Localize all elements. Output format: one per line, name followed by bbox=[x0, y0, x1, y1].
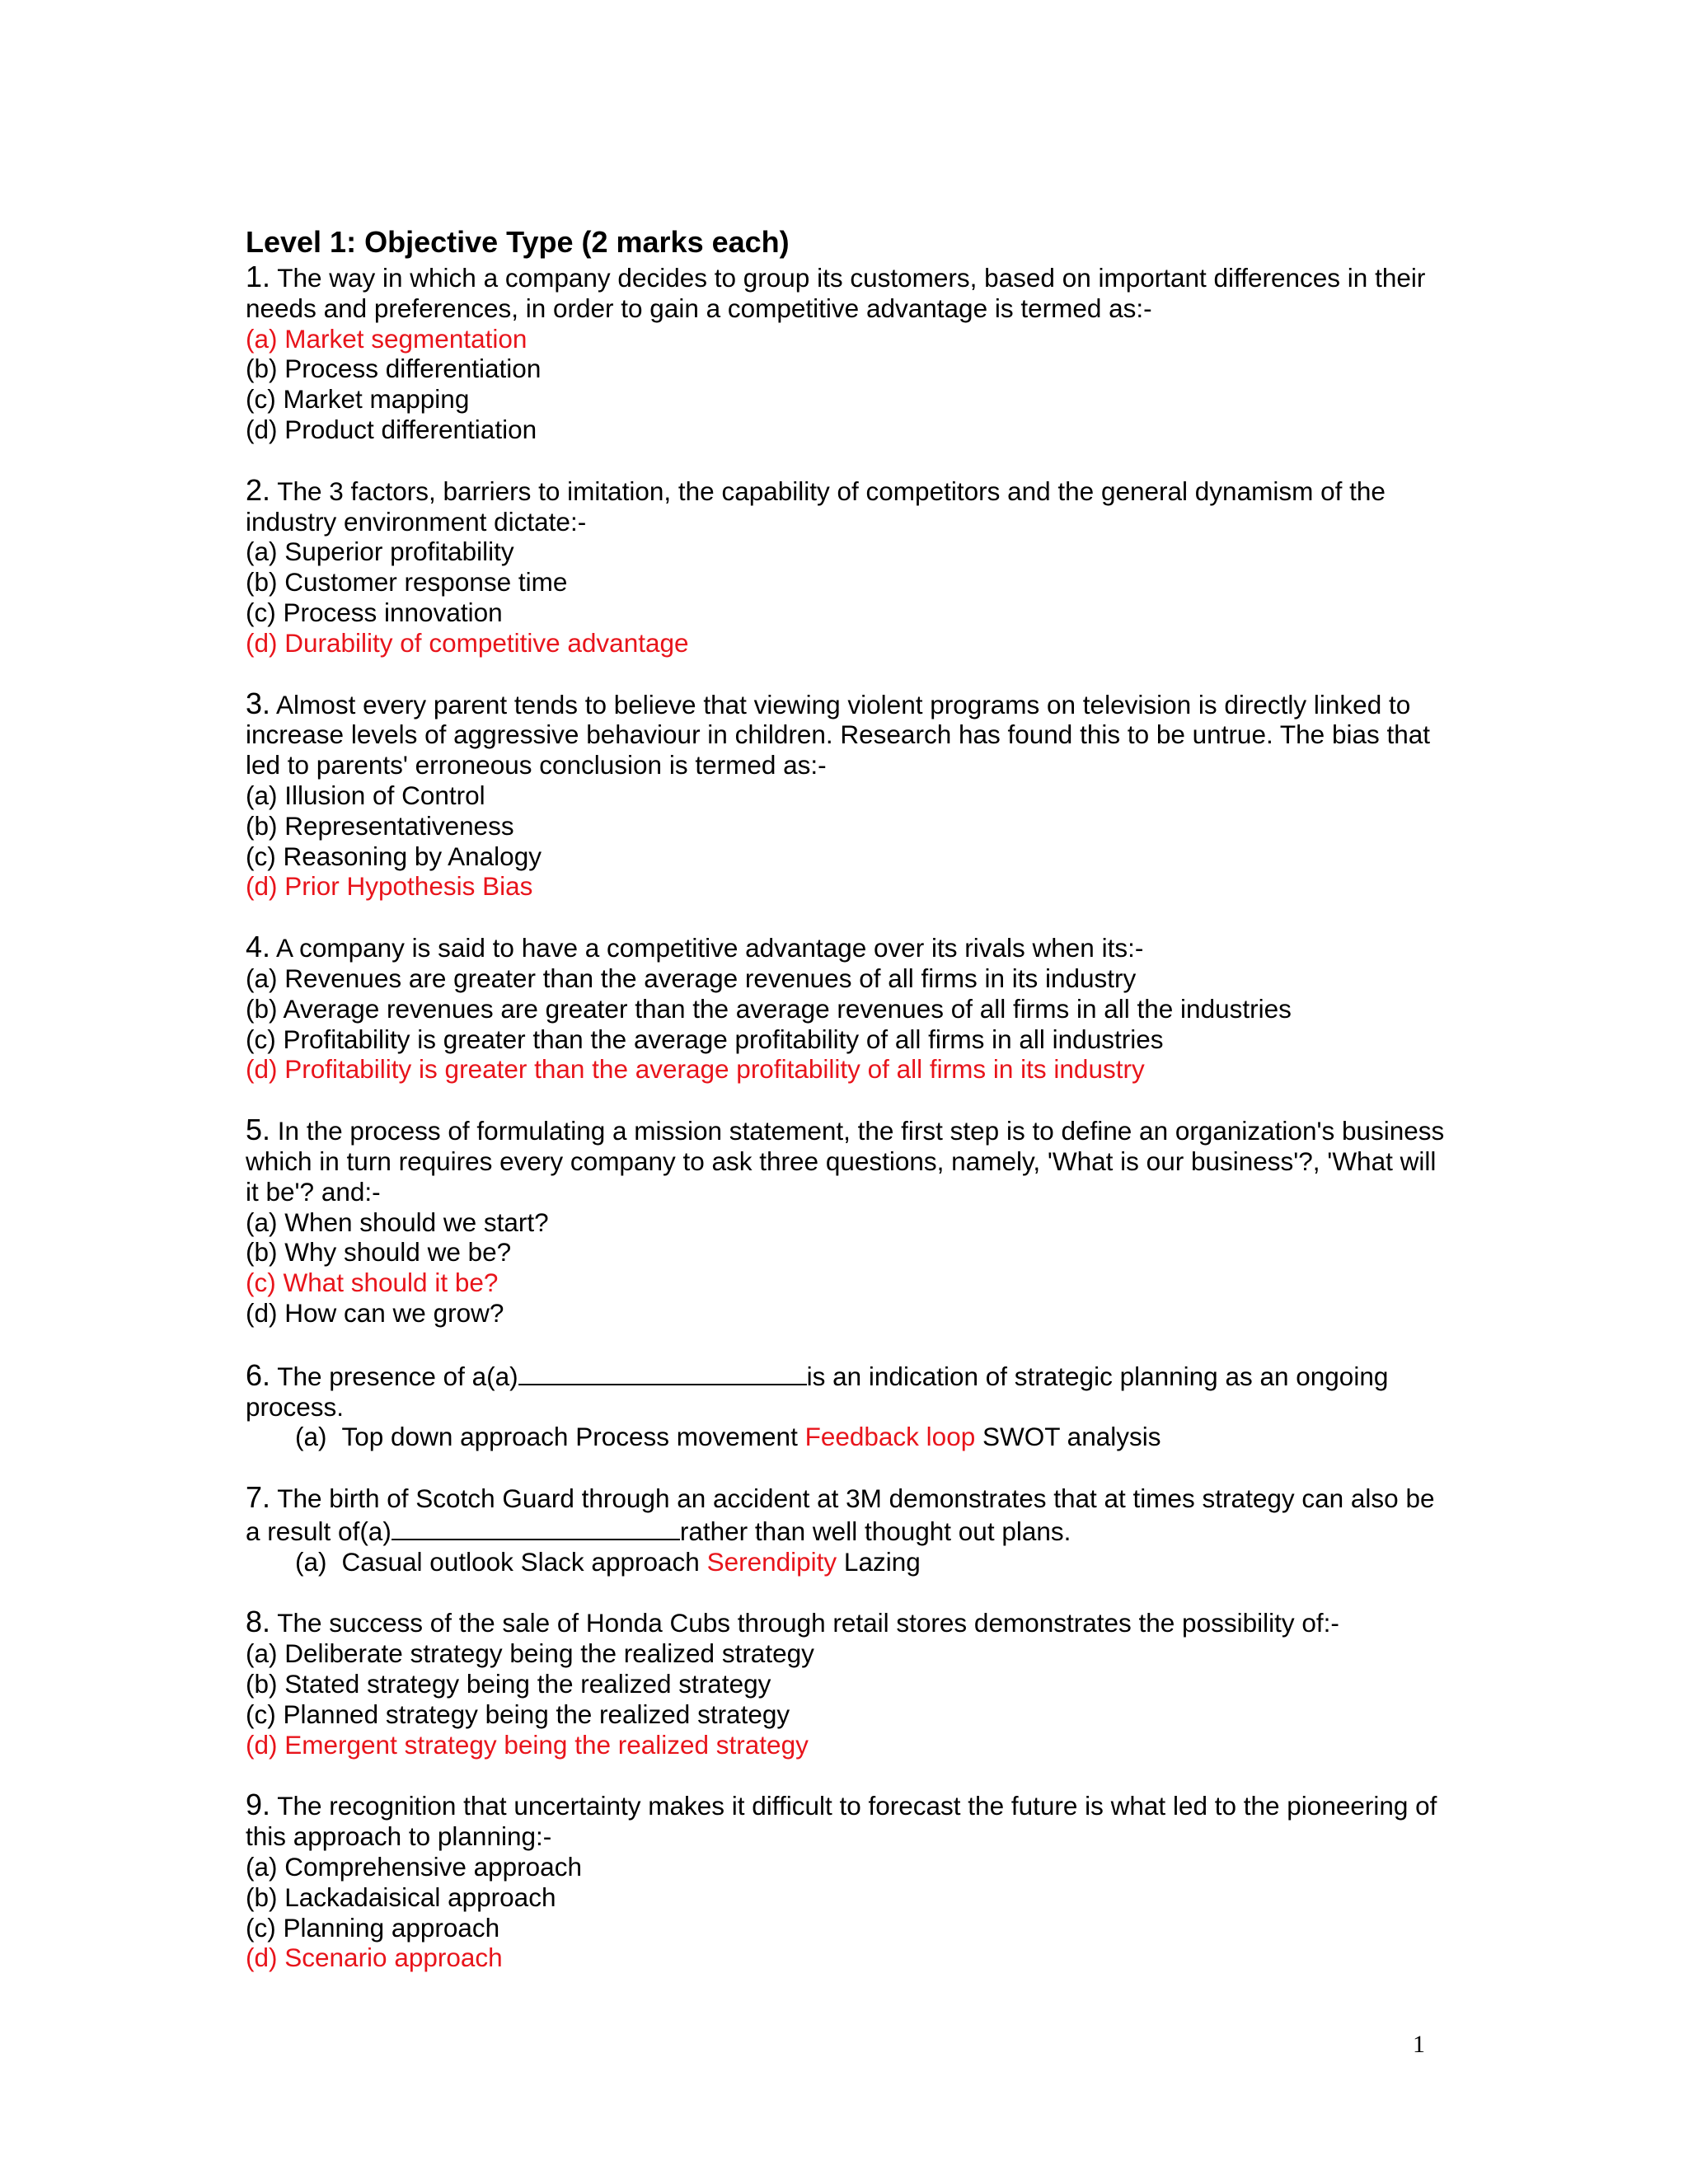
inline-options bbox=[295, 1547, 1449, 1577]
question-number: 3. bbox=[246, 686, 271, 720]
option-1: Casual outlook bbox=[341, 1546, 513, 1577]
inline-options bbox=[295, 1422, 1449, 1452]
question-text: The way in which a company decides to group its customers, based on important differences in their needs and preferences, in order to gain a competitive advantage is termed as:- bbox=[246, 263, 1426, 323]
question-text: In the process of formulating a mission statement, the first step is to define an organization's business which in turn requires every company to ask three questions, namely, 'What is our business'?, 'What will it be'? and:- bbox=[246, 1116, 1445, 1207]
option-a: (a) Illusion of Control bbox=[246, 780, 485, 810]
question-stem bbox=[246, 1115, 1449, 1207]
question-stem bbox=[246, 932, 1449, 963]
question-text: The success of the sale of Honda Cubs through retail stores demonstrates the possibility of:- bbox=[277, 1608, 1339, 1638]
option-d: (d) Emergent strategy being the realized strategy bbox=[246, 1729, 809, 1760]
option-d: (d) Product differentiation bbox=[246, 414, 537, 444]
question-text-before-blank: The presence of a(a) bbox=[277, 1361, 518, 1391]
question-5 bbox=[246, 1115, 1449, 1329]
option-2: Process movement bbox=[575, 1422, 798, 1452]
option-d: (d) Profitability is greater than the average profitability of all firms in its industry bbox=[246, 1054, 1145, 1085]
option-b: (b) Process differentiation bbox=[246, 354, 542, 384]
option-b: (b) Customer response time bbox=[246, 567, 568, 598]
question-4 bbox=[246, 932, 1449, 1085]
option-1: Top down approach bbox=[341, 1422, 569, 1452]
option-a: (a) Market segmentation bbox=[246, 323, 528, 354]
option-b: (b) Lackadaisical approach bbox=[246, 1882, 556, 1912]
option-d: (d) Scenario approach bbox=[246, 1943, 503, 1973]
option-label: (a) bbox=[295, 1546, 327, 1577]
question-text: The recognition that uncertainty makes it difficult to forecast the future is what led to the pioneering of this approach to planning:- bbox=[246, 1791, 1437, 1852]
option-d: (d) How can we grow? bbox=[246, 1297, 504, 1328]
question-stem bbox=[246, 1607, 1449, 1638]
question-number: 9. bbox=[246, 1788, 271, 1822]
section-heading: Level 1: Objective Type (2 marks each) bbox=[246, 225, 790, 259]
question-number: 4. bbox=[246, 930, 271, 964]
option-b: (b) Why should we be? bbox=[246, 1237, 512, 1268]
option-b: (b) Representativeness bbox=[246, 810, 514, 841]
question-stem bbox=[246, 1790, 1449, 1852]
option-b: (b) Stated strategy being the realized strategy bbox=[246, 1669, 771, 1699]
option-label: (a) bbox=[295, 1422, 327, 1452]
question-9 bbox=[246, 1790, 1449, 1973]
answer-blank bbox=[518, 1359, 807, 1385]
question-text-after-blank: rather than well thought out plans. bbox=[679, 1516, 1071, 1546]
option-c: (c) Profitability is greater than the average profitability of all firms in all industries bbox=[246, 1024, 1164, 1054]
question-number: 2. bbox=[246, 472, 271, 507]
question-number: 8. bbox=[246, 1605, 271, 1639]
option-d: (d) Prior Hypothesis Bias bbox=[246, 871, 533, 902]
question-number: 6. bbox=[246, 1357, 271, 1392]
question-stem bbox=[246, 686, 1449, 780]
question-6 bbox=[246, 1359, 1449, 1452]
option-c: (c) Planning approach bbox=[246, 1912, 500, 1943]
question-stem bbox=[246, 262, 1449, 324]
option-3: Serendipity bbox=[706, 1546, 837, 1577]
question-number: 5. bbox=[246, 1113, 271, 1147]
option-c: (c) Process innovation bbox=[246, 597, 503, 627]
option-3: Feedback loop bbox=[804, 1422, 976, 1452]
question-text: The 3 factors, barriers to imitation, the capability of competitors and the general dynamism of the industry environment dictate:- bbox=[246, 476, 1386, 537]
option-a: (a) When should we start? bbox=[246, 1207, 549, 1237]
option-c: (c) Planned strategy being the realized strategy bbox=[246, 1699, 790, 1729]
option-c: (c) Reasoning by Analogy bbox=[246, 841, 542, 871]
question-number: 7. bbox=[246, 1480, 271, 1515]
option-2: Slack approach bbox=[520, 1546, 700, 1577]
question-text: A company is said to have a competitive advantage over its rivals when its:- bbox=[276, 933, 1144, 963]
option-a: (a) Revenues are greater than the average revenues of all firms in its industry bbox=[246, 963, 1137, 993]
question-stem bbox=[246, 1359, 1449, 1422]
question-number: 1. bbox=[246, 260, 271, 293]
question-text-after-blank: is an indication of strategic planning as an ongoing process. bbox=[246, 1361, 1389, 1422]
page-number: 1 bbox=[1413, 2031, 1425, 2058]
option-4: SWOT analysis bbox=[982, 1422, 1161, 1452]
option-4: Lazing bbox=[843, 1546, 921, 1577]
question-2 bbox=[246, 472, 1449, 658]
answer-blank bbox=[392, 1514, 680, 1540]
question-stem bbox=[246, 1480, 1449, 1547]
question-1 bbox=[246, 262, 1449, 445]
option-a: (a) Comprehensive approach bbox=[246, 1852, 582, 1882]
question-text: Almost every parent tends to believe that viewing violent programs on television is directly linked to increase levels of aggressive behaviour in children. Research has found this to be untrue. The bias that led to parents' erroneous conclusion is termed as:- bbox=[246, 689, 1431, 780]
option-d: (d) Durability of competitive advantage bbox=[246, 627, 689, 658]
option-c: (c) What should it be? bbox=[246, 1268, 499, 1298]
option-a: (a) Superior profitability bbox=[246, 537, 514, 567]
document-page bbox=[246, 224, 1449, 2004]
question-text-before-blank: The birth of Scotch Guard through an accident at 3M demonstrates that at times strategy can also be a result of(a) bbox=[246, 1483, 1435, 1546]
option-a: (a) Deliberate strategy being the realized strategy bbox=[246, 1638, 814, 1669]
option-c: (c) Market mapping bbox=[246, 384, 470, 415]
question-8 bbox=[246, 1607, 1449, 1760]
question-3 bbox=[246, 686, 1449, 902]
question-stem bbox=[246, 472, 1449, 537]
question-7 bbox=[246, 1480, 1449, 1577]
option-b: (b) Average revenues are greater than the average revenues of all firms in all the industries bbox=[246, 993, 1292, 1024]
